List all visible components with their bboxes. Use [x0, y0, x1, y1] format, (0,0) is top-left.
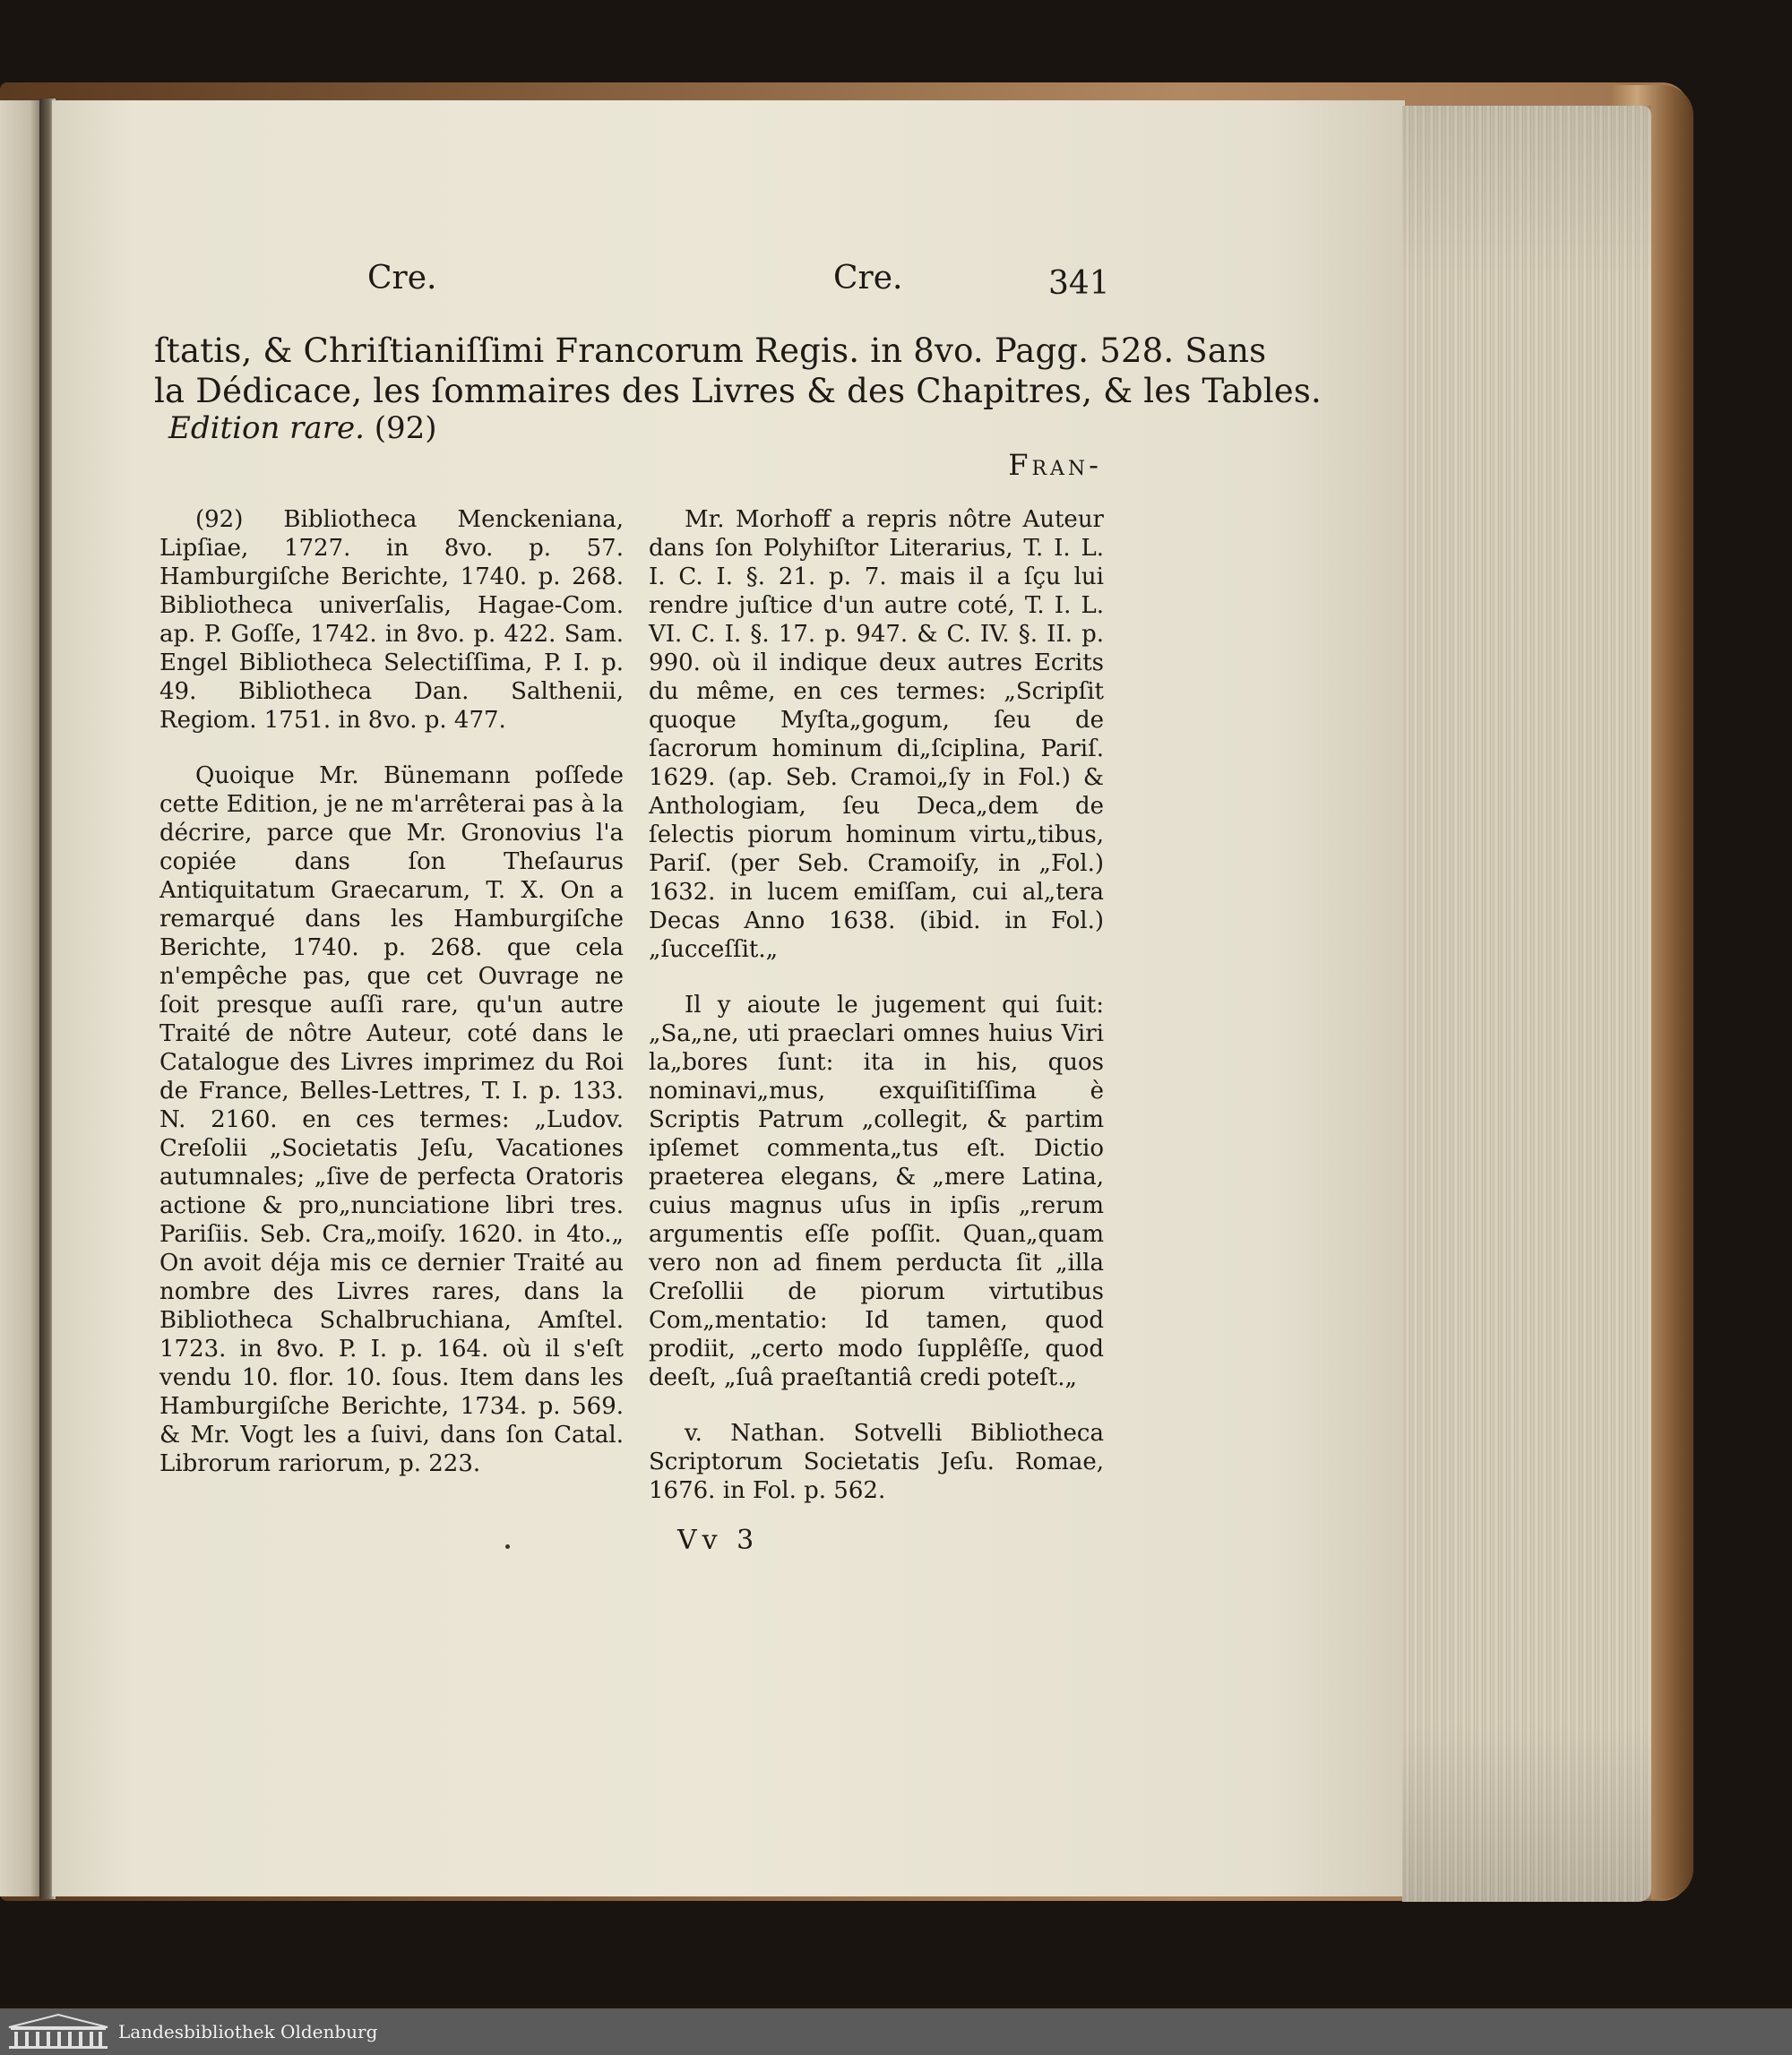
page-number: 341 [1048, 265, 1110, 302]
right-paragraph-1: Mr. Morhoff a repris nôtre Auteur dans ſon Polyhiſtor Literarius, T. I. L. I. C. I. §. 21. p. 7. mais il a ſçu lui rendre juſtice d'un autre coté, T. I. L. VI. C. I. §. 17. p. 947. & C. IV. §. II. p. 990. où il indique deux autres Ecrits du même, en ces termes: „Scripſit quoque Myſta„gogum, ſeu de ſacrorum hominum di„ſciplina, Pariſ. 1629. (ap. Seb. Cramoi„ſy in Fol.) & Anthologiam, ſeu Deca„dem de ſelectis piorum hominum virtu„tibus, Pariſ. (per Seb. Cramoiſy, in „Fol.) 1632. in lucem emiſſam, cui al„tera Decas Anno 1638. (ibid. in Fol.) „ſucceſſit.„ [649, 506, 1104, 963]
right-paragraph-2: Il y aioute le jugement qui ſuit: „Sa„ne, uti praeclari omnes huius Viri la„bores ſunt: ita in his, quos nominavi„mus, exquiſitiſſima è Scriptis Patrum „collegit, & partim ipſemet commenta„tus eſt. Dictio praeterea elegans, & „mere Latina, cuius magnus uſus in ipſis „rerum argumentis eſſe poſſit. Quan„quam vero non ad finem perducta ſit „illa Creſollii de piorum virtutibus Com„mentatio: Id tamen, quod prodiit, „certo modo ſupplêſſe, quod deeſt, „ſuâ praeſtantiâ credi poteſt.„ [649, 992, 1104, 1391]
signature-mark: Vv 3 [677, 1525, 760, 1556]
footnote-92: (92) Bibliotheca Menckeniana, Lipſiae, 1727. in 8vo. p. 57. Hamburgiſche Berichte, 1740. p. 268. Bibliotheca univerſalis, Hagae-Com. ap. P. Goſſe, 1742. in 8vo. p. 422. Sam. Engel Bibliotheca Selectiſſima, P. I. p. 49. Bibliotheca Dan. Salthenii, Regiom. 1751. in 8vo. p. 477. [159, 506, 624, 734]
library-building-icon [5, 2013, 111, 2051]
edition-note: Edition rare. [168, 410, 365, 446]
entry-line-2: la Dédicace, les ſommaires des Livres & des Chapitres, & les Tables. [154, 372, 1322, 410]
catchword: Fran- [1008, 448, 1102, 482]
entry-line-3 [168, 410, 436, 446]
running-head-center: Cre. [833, 260, 903, 297]
left-column [159, 505, 624, 1505]
note-reference: (92) [374, 410, 437, 446]
ink-dot [505, 1544, 510, 1549]
running-head-left: Cre. [367, 260, 437, 297]
left-paragraph: Quoique Mr. Bünemann poſſede cette Edition, je ne m'arrêterai pas à la décrire, parce que Mr. Gronovius l'a copiée dans ſon Theſaurus Antiquitatum Graecarum, T. X. On a remarqué dans les Hamburgiſche Berichte, 1740. p. 268. que cela n'empêche pas, que cet Ouvrage ne ſoit presque auſſi rare, qu'un autre Traité de nôtre Auteur, coté dans le Catalogue des Livres imprimez du Roi de France, Belles-Lettres, T. I. p. 133. N. 2160. en ces termes: „Ludov. Creſolii „Societatis Jeſu, Vacationes autumnales; „ſive de perfecta Oratoris actione & pro„nunciatione libri tres. Pariſiis. Seb. Cra„moiſy. 1620. in 4to.„ On avoit déja mis ce dernier Traité au nombre des Livres rares, dans la Bibliotheca Schalbruchiana, Amſtel. 1723. in 8vo. P. I. p. 164. où il s'eſt vendu 10. flor. 10. ſous. Item dans les Hamburgiſche Berichte, 1734. p. 569. & Mr. Vogt les a ſuivi, dans ſon Catal. Librorum rariorum, p. 223. [159, 762, 624, 1477]
left-page-edge [0, 100, 43, 1896]
entry-line-1: ſtatis, & Chriſtianiſſimi Francorum Regis. in 8vo. Pagg. 528. Sans [154, 331, 1267, 370]
right-column [649, 505, 1104, 1532]
right-paragraph-3: v. Nathan. Sotvelli Bibliotheca Scriptorum Societatis Jeſu. Romae, 1676. in Fol. p. 562. [649, 1420, 1104, 1504]
library-name: Landesbibliothek Oldenburg [118, 2021, 378, 2042]
